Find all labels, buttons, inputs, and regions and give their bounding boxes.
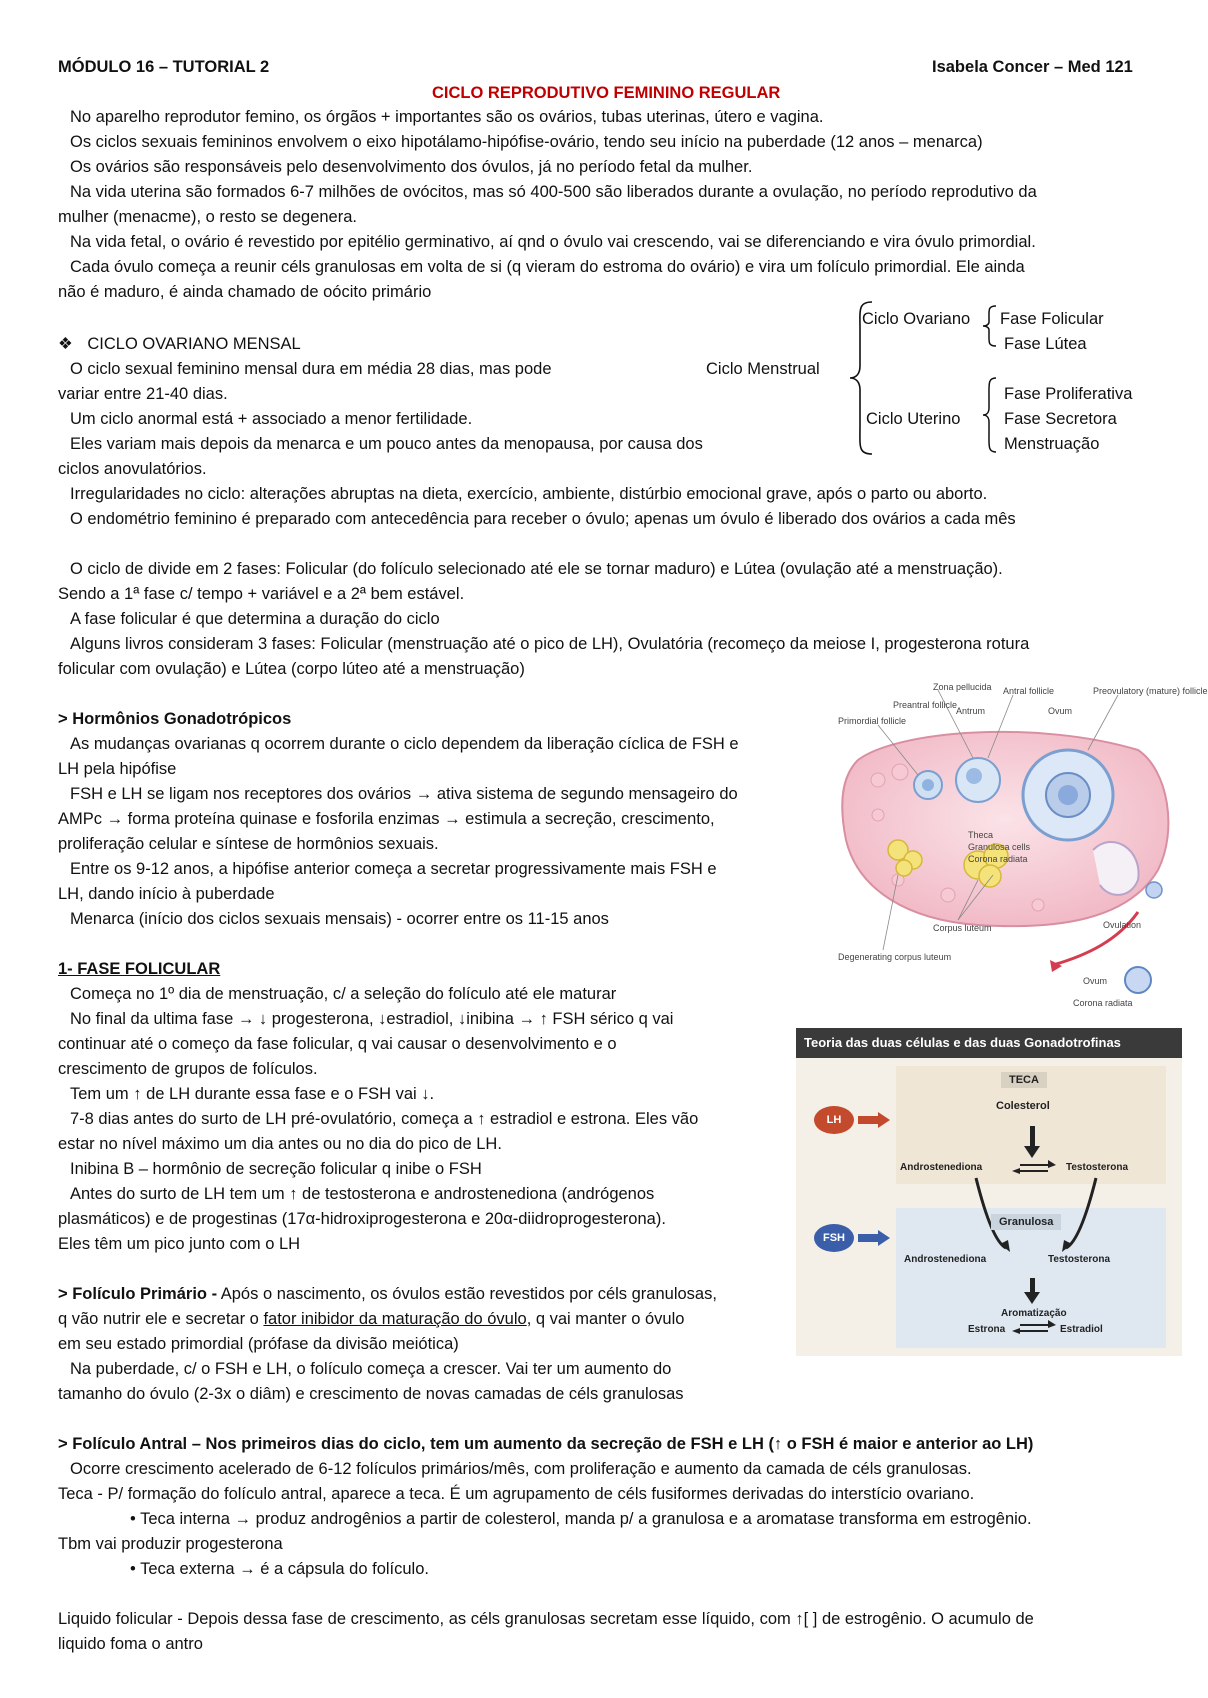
figure-title: Teoria das duas células e das duas Gonadotrofinas [796, 1028, 1182, 1058]
phase-label: Fase Folicular [1000, 310, 1104, 328]
text-line: Tem um ↑ de LH durante essa fase e o FSH vai ↓. [70, 1085, 435, 1103]
text-line: Começa no 1º dia de menstruação, c/ a seleção do folículo até ele maturar [70, 985, 617, 1003]
granulosa-label: Granulosa [991, 1214, 1061, 1230]
subheading: 1- FASE FOLICULAR [58, 960, 221, 978]
aromatization-label: Aromatização [1001, 1308, 1067, 1319]
figure-label: Preantral follicle [893, 700, 958, 710]
intro-line: mulher (menacme), o resto se degenera. [58, 208, 357, 226]
figure-label: Corpus luteum [933, 923, 992, 933]
androstenedione-label: Androstenediona [904, 1254, 987, 1265]
text-line: proliferação celular e síntese de hormônios sexuais. [58, 835, 439, 853]
text-line: liquido foma o antro [58, 1635, 203, 1653]
text-line: folicular com ovulação) e Lútea (corpo lúteo até a menstruação) [58, 660, 525, 678]
testosterone-label: Testosterona [1066, 1162, 1129, 1173]
text-line: FSH e LH se ligam nos receptores dos ovários → ativa sistema de segundo mensageiro do [70, 785, 738, 803]
text-line: em seu estado primordial (prófase da divisão meiótica) [58, 1335, 459, 1353]
subheading: > Hormônios Gonadotrópicos [58, 710, 292, 728]
text-line: ciclos anovulatórios. [58, 460, 207, 478]
figure-label: Theca [968, 830, 994, 840]
figure-label: Zona pellucida [933, 682, 992, 692]
text-line: q vão nutrir ele e secretar o fator inibidor da maturação do óvulo, q vai manter o óvulo [58, 1310, 685, 1328]
text-line: Inibina B – hormônio de secreção folicular q inibe o FSH [70, 1160, 482, 1178]
figure-label: Preovulatory (mature) follicle [1093, 686, 1208, 696]
text-line: > Folículo Antral – Nos primeiros dias do ciclo, tem um aumento da secreção de FSH e LH (↑ o FSH é maior e anterior ao LH) [58, 1435, 1034, 1453]
figure-label: Ovum [1048, 706, 1073, 716]
estradiol-label: Estradiol [1060, 1324, 1103, 1335]
figure-label: Ovulation [1103, 920, 1142, 930]
phase-label: Menstruação [1004, 435, 1100, 453]
text-line: A fase folicular é que determina a duração do ciclo [70, 610, 440, 628]
figure-label: Corona radiata [1073, 998, 1133, 1008]
text-line: Eles variam mais depois da menarca e um pouco antes da menopausa, por causa dos [70, 435, 703, 453]
intro-line: Na vida fetal, o ovário é revestido por epitélio germinativo, aí qnd o óvulo vai crescendo, vai se diferenciando e vira óvulo primordial. [70, 233, 1036, 251]
figure-label: Ovum [1083, 976, 1108, 986]
module-label: MÓDULO 16 – TUTORIAL 2 [58, 58, 270, 76]
text-line: Alguns livros consideram 3 fases: Folicular (menstruação até o pico de LH), Ovulatória (recomeço da meiose I, progesterona rotura [70, 635, 1030, 653]
figure-label: Degenerating corpus luteum [838, 952, 952, 962]
two-cell-theory-figure [796, 1028, 1182, 1356]
intro-line: Na vida uterina são formados 6-7 milhões de ovócitos, mas só 400-500 são liberados durante a ovulação, no período reprodutivo da [70, 183, 1037, 201]
figure-label: Antrum [956, 706, 986, 716]
text-line: AMPc → forma proteína quinase e fosforila enzimas → estimula a secreção, crescimento, [58, 810, 715, 828]
text-line: continuar até o começo da fase folicular, q vai causar o desenvolvimento e o [58, 1035, 617, 1053]
intro-line: não é maduro, é ainda chamado de oócito primário [58, 283, 432, 301]
brace-ovarian [980, 304, 998, 348]
figure-label: Corona radiata [968, 854, 1028, 864]
testosterone-label: Testosterona [1048, 1254, 1111, 1265]
figure-label: Primordial follicle [838, 716, 907, 726]
text-line: O ciclo de divide em 2 fases: Folicular (do folículo selecionado até ele se tornar maduro) e Lútea (ovulação até a menstruação). [70, 560, 1003, 578]
text-line: Um ciclo anormal está + associado a menor fertilidade. [70, 410, 473, 428]
phase-label: Fase Lútea [1004, 335, 1087, 353]
text-line: Irregularidades no ciclo: alterações abruptas na dieta, exercício, ambiente, distúrbio emocional grave, após o parto ou aborto. [70, 485, 988, 503]
text-line: Ocorre crescimento acelerado de 6-12 folículos primários/mês, com proliferação e aumento da camada de céls granulosas. [70, 1460, 972, 1478]
text-line: estar no nível máximo um dia antes ou no dia do pico de LH. [58, 1135, 502, 1153]
text-line: Sendo a 1ª fase c/ tempo + variável e a 2ª bem estável. [58, 585, 465, 603]
underlined-term: fator inibidor da maturação do óvulo [263, 1310, 527, 1328]
text-line: > Folículo Primário - Após o nascimento, os óvulos estão revestidos por céls granulosas, [58, 1285, 717, 1303]
text-line: As mudanças ovarianas q ocorrem durante o ciclo dependem da liberação cíclica de FSH e [70, 735, 739, 753]
ovary-cycle-figure [838, 680, 1208, 1018]
intro-line: Cada óvulo começa a reunir céls granulosas em volta de si (q vieram do estroma do ovário) e vira um folículo primordial. Ele ainda [70, 258, 1025, 276]
text-line: plasmáticos) e de progestinas (17α-hidroxiprogesterona e 20α-diidroprogesterona). [58, 1210, 666, 1228]
text-line: • Teca externa → é a cápsula do folículo. [130, 1560, 429, 1578]
phase-label: Fase Secretora [1004, 410, 1117, 428]
cholesterol-label: Colesterol [996, 1100, 1050, 1112]
text-line: Na puberdade, c/ o FSH e LH, o folículo começa a crescer. Vai ter um aumento do [70, 1360, 672, 1378]
brace-uterine [980, 376, 998, 454]
page-title: CICLO REPRODUTIVO FEMININO REGULAR [432, 84, 781, 102]
text-line: variar entre 21-40 dias. [58, 385, 228, 403]
intro-line: Os ovários são responsáveis pelo desenvolvimento dos óvulos, já no período fetal da mulher. [70, 158, 753, 176]
text-line: LH pela hipófise [58, 760, 177, 778]
text-line: O endométrio feminino é preparado com antecedência para receber o óvulo; apenas um óvulo é liberado dos ovários a cada mês [70, 510, 1016, 528]
menstrual-cycle-label: Ciclo Menstrual [706, 360, 820, 378]
intro-line: No aparelho reprodutor femino, os órgãos + importantes são os ovários, tubas uterinas, útero e vagina. [70, 108, 824, 126]
text-line: 7-8 dias antes do surto de LH pré-ovulatório, começa a ↑ estradiol e estrona. Eles vão [70, 1110, 699, 1128]
intro-line: Os ciclos sexuais femininos envolvem o eixo hipotálamo-hipófise-ovário, tendo seu início na puberdade (12 anos – menarca) [70, 133, 983, 151]
text-line: LH, dando início à puberdade [58, 885, 275, 903]
text-line: Eles têm um pico junto com o LH [58, 1235, 301, 1253]
author-label: Isabela Concer – Med 121 [932, 58, 1133, 76]
theca-label: TECA [1001, 1072, 1047, 1088]
fsh-badge: FSH [814, 1224, 854, 1252]
text-line: • Teca interna → produz androgênios a partir de colesterol, manda p/ a granulosa e a aromatase transforma em estrogênio. [130, 1510, 1032, 1528]
text-line: tamanho do óvulo (2-3x o diâm) e crescimento de novas camadas de céls granulosas [58, 1385, 684, 1403]
section-heading: ❖ CICLO OVARIANO MENSAL [58, 335, 301, 353]
text-line: Antes do surto de LH tem um ↑ de testosterona e androstenediona (andrógenos [70, 1185, 655, 1203]
text-line: No final da ultima fase → ↓ progesterona, ↓estradiol, ↓inibina → ↑ FSH sérico q vai [70, 1010, 674, 1028]
lh-badge: LH [814, 1106, 854, 1134]
diamond-bullet-icon: ❖ [58, 335, 73, 353]
text-line: Liquido folicular - Depois dessa fase de crescimento, as céls granulosas secretam esse líquido, com ↑[ ] de estrogênio. O acumulo de [58, 1610, 1034, 1628]
figure-label: Granulosa cells [968, 842, 1031, 852]
text-line: O ciclo sexual feminino mensal dura em média 28 dias, mas pode [70, 360, 552, 378]
text-line: crescimento de grupos de folículos. [58, 1060, 318, 1078]
figure-label: Antral follicle [1003, 686, 1055, 696]
text-line: Tbm vai produzir progesterona [58, 1535, 283, 1553]
uterine-cycle-label: Ciclo Uterino [866, 410, 961, 428]
androstenedione-label: Androstenediona [900, 1162, 983, 1173]
ovarian-cycle-label: Ciclo Ovariano [862, 310, 971, 328]
estrone-label: Estrona [968, 1324, 1006, 1335]
text-line: Menarca (início dos ciclos sexuais mensais) - ocorrer entre os 11-15 anos [70, 910, 609, 928]
text-line: Teca - P/ formação do folículo antral, aparece a teca. É um agrupamento de céls fusiformes derivadas do interstício ovariano. [58, 1485, 975, 1503]
pathway-arrows [796, 1028, 1182, 1356]
phase-label: Fase Proliferativa [1004, 385, 1133, 403]
text-line: Entre os 9-12 anos, a hipófise anterior começa a secretar progressivamente mais FSH e [70, 860, 717, 878]
